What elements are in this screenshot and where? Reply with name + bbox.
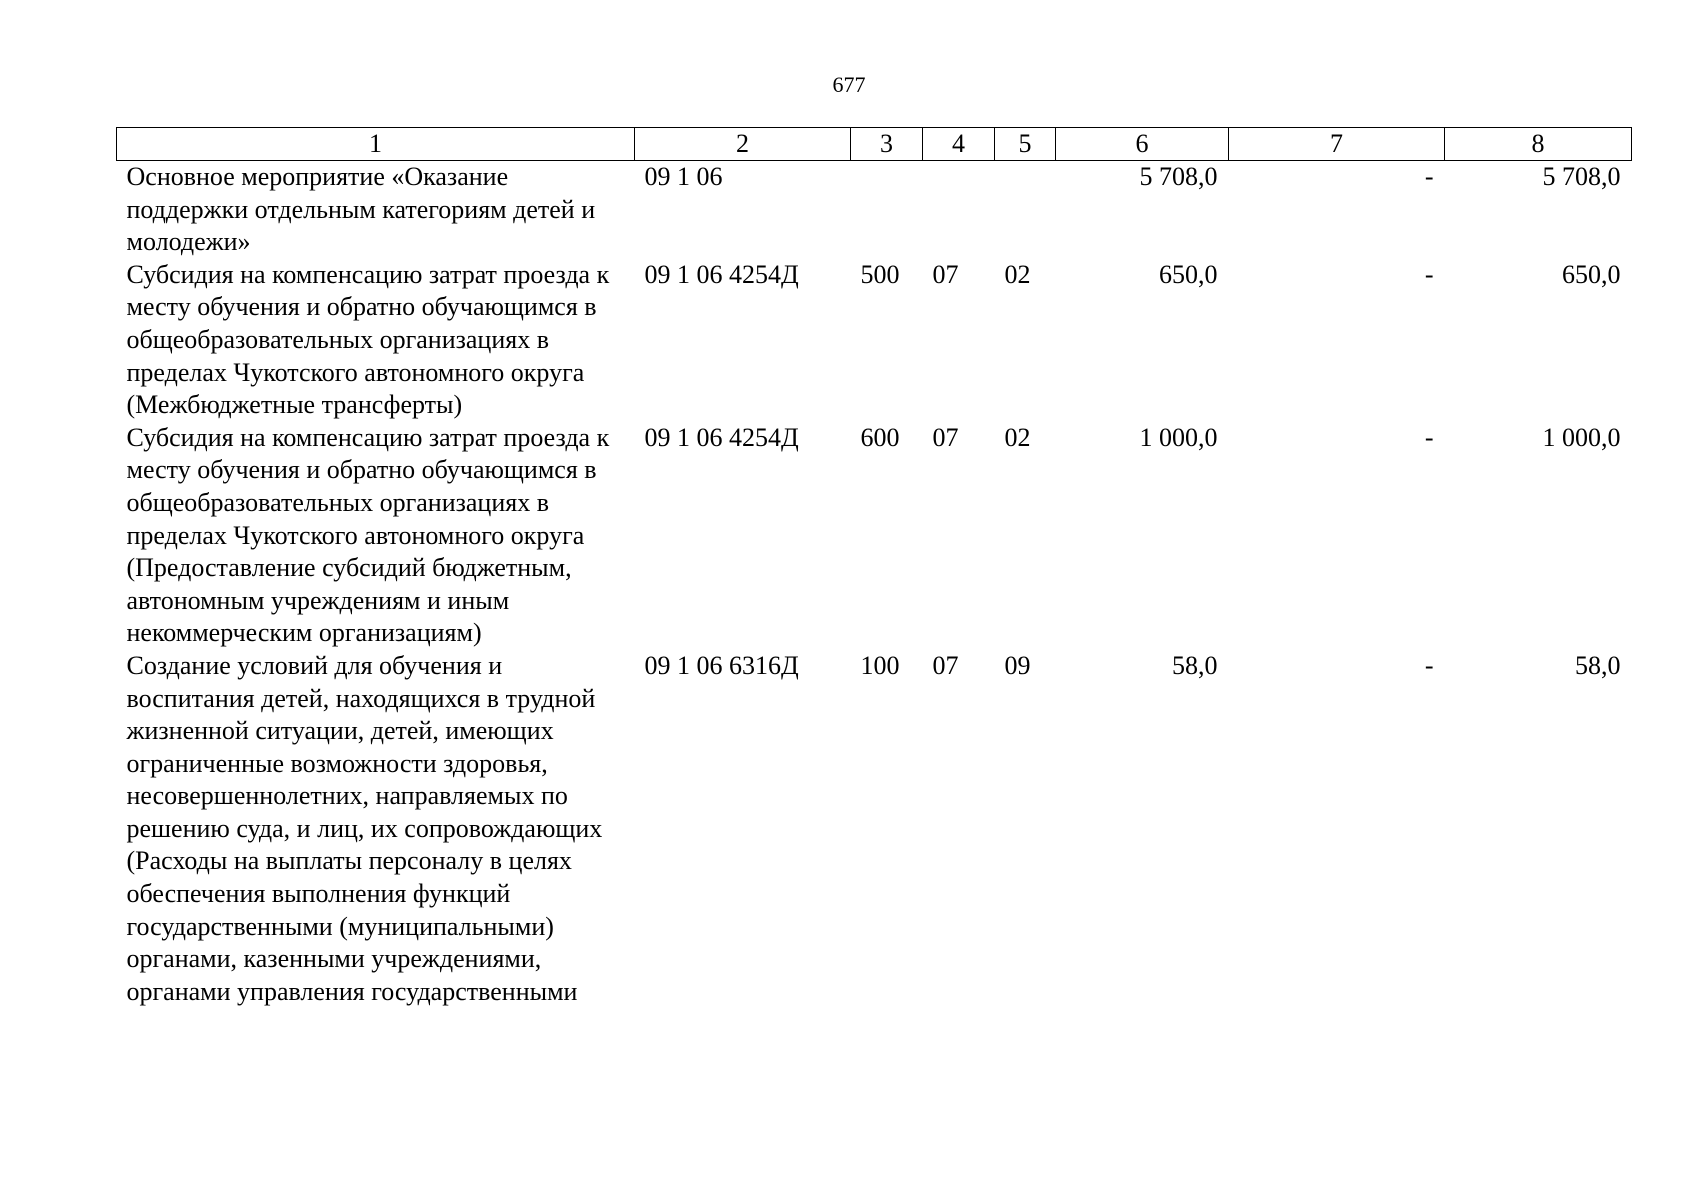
- row-expense-type: [851, 161, 923, 259]
- header-col-7: 7: [1229, 128, 1445, 161]
- row-subsection: 02: [1004, 259, 1031, 289]
- row-section: [923, 161, 995, 259]
- table-row: [117, 650, 1632, 1009]
- row-amount-col7: -: [1424, 259, 1434, 289]
- row-amount-col8: 650,0: [1562, 259, 1621, 289]
- header-col-5: 5: [995, 128, 1056, 161]
- table-header-row: [117, 128, 1632, 161]
- table-row: [117, 422, 1632, 650]
- row-amount-col8: 1 000,0: [1542, 422, 1621, 452]
- header-col-2: 2: [635, 128, 851, 161]
- row-expense-type: 600: [860, 422, 900, 452]
- row-amount-col7: -: [1424, 650, 1434, 680]
- row-amount-total: 58,0: [1172, 650, 1218, 680]
- row-description: Субсидия на компенсацию затрат проезда к месту обучения и обратно обучающимся в общеобразовательных организациях в пределах Чукотского автономного округа (Межбюджетные трансферты): [126, 259, 610, 420]
- budget-table: [116, 127, 1632, 1008]
- page-number: 677: [832, 72, 866, 97]
- row-amount-total: 5 708,0: [1139, 162, 1218, 191]
- row-description: Основное мероприятие «Оказание поддержки отдельным категориям детей и молодежи»: [126, 162, 596, 257]
- row-expense-type: 500: [860, 259, 900, 289]
- header-col-1: 1: [117, 128, 635, 161]
- row-expense-type: 100: [860, 650, 900, 680]
- row-amount-col7: -: [1424, 422, 1434, 452]
- header-col-6: 6: [1056, 128, 1229, 161]
- row-amount-total: 1 000,0: [1139, 422, 1218, 452]
- header-col-4: 4: [923, 128, 995, 161]
- row-target-code: 09 1 06 6316Д: [644, 650, 799, 680]
- row-subsection: 09: [1004, 650, 1031, 680]
- row-description: Субсидия на компенсацию затрат проезда к месту обучения и обратно обучающимся в общеобразовательных организациях в пределах Чукотского автономного округа (Предоставление субсидий бюджетным, автономным учреждениям и иным некоммерческим организациям): [126, 422, 610, 648]
- header-col-8: 8: [1445, 128, 1632, 161]
- row-subsection: [995, 161, 1056, 259]
- row-amount-col8: 5 708,0: [1542, 162, 1621, 191]
- row-amount-col7: -: [1424, 162, 1434, 191]
- row-target-code: 09 1 06 4254Д: [644, 422, 799, 452]
- row-amount-total: 650,0: [1159, 259, 1218, 289]
- row-target-code: 09 1 06: [644, 162, 723, 191]
- row-description: Создание условий для обучения и воспитания детей, находящихся в трудной жизненной ситуации, детей, имеющих ограниченные возможности здоровья, несовершеннолетних, направляемых по решению суда, и лиц, их сопровождающих (Расходы на выплаты персоналу в целях обеспечения выполнения функций государственными (муниципальными) органами, казенными учреждениями, органами управления государственными: [126, 650, 603, 1006]
- row-section: 07: [932, 650, 959, 680]
- row-subsection: 02: [1004, 422, 1031, 452]
- row-section: 07: [932, 422, 959, 452]
- table-row: [117, 161, 1632, 259]
- row-section: 07: [932, 259, 959, 289]
- table-row: [117, 259, 1632, 422]
- row-target-code: 09 1 06 4254Д: [644, 259, 799, 289]
- row-amount-col8: 58,0: [1575, 650, 1621, 680]
- header-col-3: 3: [851, 128, 923, 161]
